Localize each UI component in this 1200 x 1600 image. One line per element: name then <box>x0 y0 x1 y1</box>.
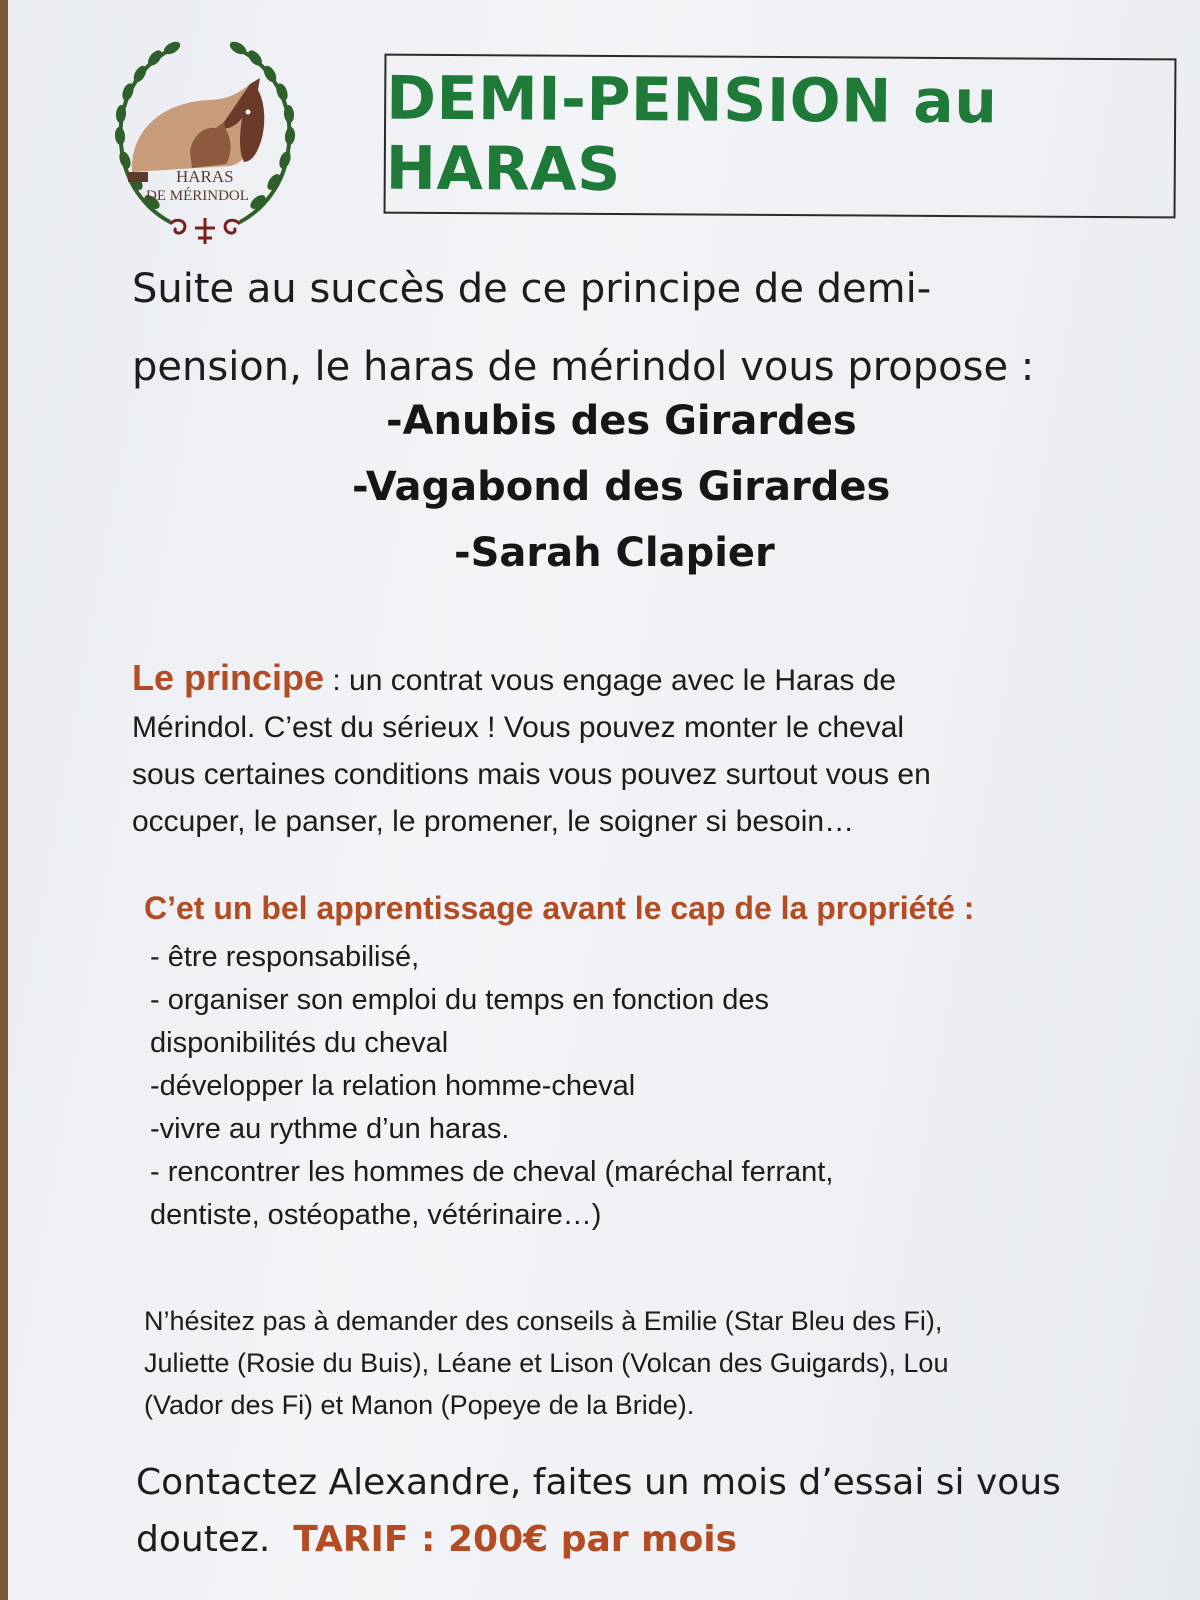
apprentissage-heading: C’et un bel apprentissage avant le cap de la propriété : <box>144 890 975 926</box>
logo-bar <box>128 172 148 182</box>
horse-item: -Sarah Clapier <box>454 530 775 576</box>
list-item: dentiste, ostéopathe, vétérinaire…) <box>150 1199 602 1231</box>
conseils-line-3: (Vador des Fi) et Manon (Popeye de la Bride). <box>144 1390 695 1420</box>
logo-name-line2: DE MÉRINDOL <box>146 188 249 204</box>
principe-lead: Le principe <box>132 657 325 698</box>
haras-logo <box>100 32 310 254</box>
logo-name-line1: HARAS <box>176 167 234 186</box>
principe-line-3: sous certaines conditions mais vous pouvez surtout vous en <box>132 758 931 791</box>
paper-sheet <box>8 0 1200 1600</box>
principe-line-1: : un contrat vous engage avec le Haras de <box>324 664 897 697</box>
list-item: -vivre au rythme d’un haras. <box>150 1113 510 1145</box>
contact-paragraph <box>136 1454 1136 1568</box>
list-item: -développer la relation homme-cheval <box>150 1070 636 1102</box>
horse-item: -Anubis des Girardes <box>386 398 857 444</box>
apprentissage-list <box>150 936 1050 1237</box>
fleur-ornament-icon <box>170 218 240 244</box>
page-title: DEMI-PENSION au HARAS <box>385 63 998 206</box>
contact-line-1: Contactez Alexandre, faites un mois d’essai si vous <box>136 1462 1061 1503</box>
list-item: - organiser son emploi du temps en fonction des <box>150 984 770 1016</box>
conseils-line-1: N’hésitez pas à demander des conseils à Emilie (Star Bleu des Fi), <box>144 1306 943 1336</box>
list-item: disponibilités du cheval <box>150 1027 449 1059</box>
tarif-price: TARIF : 200€ par mois <box>293 1519 738 1560</box>
intro-line-2: pension, le haras de mérindol vous propose : <box>132 344 1035 390</box>
horse-heads-icon <box>132 78 264 172</box>
horse-item: -Vagabond des Girardes <box>352 464 891 510</box>
list-item: - rencontrer les hommes de cheval (maréchal ferrant, <box>150 1156 834 1188</box>
principe-paragraph <box>132 654 1092 845</box>
principe-line-2: Mérindol. C’est du sérieux ! Vous pouvez monter le cheval <box>132 711 905 744</box>
list-item: - être responsabilisé, <box>150 941 420 973</box>
conseils-paragraph <box>144 1300 1044 1426</box>
intro-paragraph <box>132 250 1112 406</box>
conseils-line-2: Juliette (Rosie du Buis), Léane et Lison (Volcan des Guigards), Lou <box>144 1348 949 1378</box>
principe-line-4: occuper, le panser, le promener, le soigner si besoin… <box>132 805 855 838</box>
title-box <box>384 54 1177 219</box>
contact-line-2: doutez. <box>136 1519 271 1560</box>
intro-line-1: Suite au succès de ce principe de demi- <box>132 266 932 312</box>
